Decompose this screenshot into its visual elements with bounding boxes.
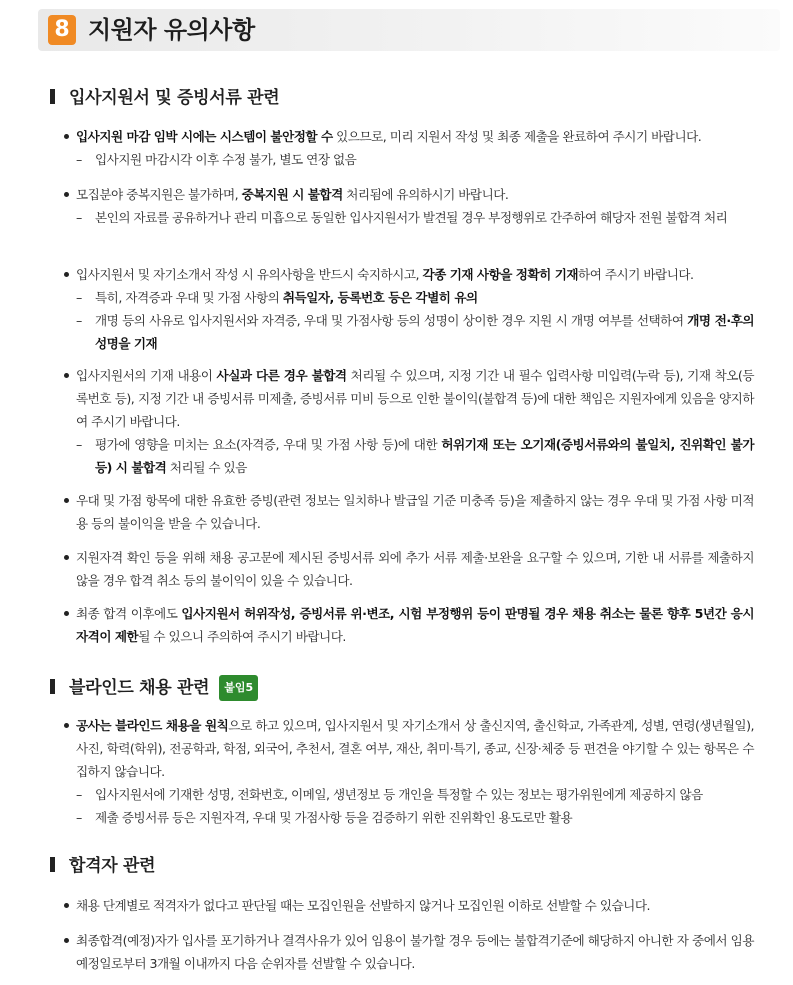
bullet-text	[64, 714, 754, 783]
emphasis-text: 입사지원서 허위작성, 증빙서류 위·변조, 시험 부정행위 등이 판명될 경우 채용 취소는 물론 향후 5년간 응시자격이 제한	[76, 606, 754, 644]
emphasis-text: 각종 기재 사항을 정확히 기재	[422, 267, 579, 282]
list-item	[64, 364, 754, 479]
sub-item-text	[95, 309, 754, 355]
sub-item-text	[95, 286, 754, 309]
bullet-dot-icon	[64, 903, 69, 908]
sub-item-text	[95, 783, 754, 806]
list-item	[64, 929, 754, 975]
bullet-text	[64, 929, 754, 975]
body-text: 최종 합격 이후에도	[76, 606, 182, 621]
dash-icon: –	[76, 290, 82, 305]
section-heading-text: 합격자 관련	[69, 856, 156, 876]
bullet-text	[64, 364, 754, 433]
dash-icon: –	[76, 210, 82, 225]
body-text: 입사지원서 및 자기소개서 작성 시 유의사항을 반드시 숙지하시고,	[76, 267, 423, 282]
list-item	[64, 714, 754, 829]
bullet-dot-icon	[64, 134, 69, 139]
sub-item-text	[95, 433, 754, 479]
body-text: 제출 증빙서류 등은 지원자격, 우대 및 가점사항 등을 검증하기 위한 진위확인 용도로만 활용	[95, 810, 573, 825]
dash-icon: –	[76, 313, 82, 328]
sub-list-item	[64, 309, 754, 355]
bullet-dot-icon	[64, 938, 69, 943]
bullet-text	[64, 602, 754, 648]
body-text: 최종합격(예정)자가 입사를 포기하거나 결격사유가 있어 임용이 불가할 경우 등에는 불합격기준에 해당하지 아니한 자 중에서 임용예정일로부터 3개월 이내까지 다음 순위자를 선발할 수 있습니다.	[76, 933, 754, 971]
sub-list-item	[64, 148, 754, 171]
emphasis-text: 허위기재 또는 오기재(증빙서류와의 불일치, 진위확인 불가 등) 시 불합격	[95, 437, 754, 475]
body-text: 지원자격 확인 등을 위해 채용 공고문에 제시된 증빙서류 외에 추가 서류 제출·보완을 요구할 수 있으며, 기한 내 서류를 제출하지 않을 경우 합격 취소 등의 불이익이 있을 수 있습니다.	[76, 550, 754, 588]
section-heading-text: 블라인드 채용 관련	[69, 678, 210, 698]
page-title: 지원자 유의사항	[88, 16, 255, 44]
bullet-dot-icon	[64, 498, 69, 503]
heading-marker	[50, 679, 55, 694]
dash-icon: –	[76, 810, 82, 825]
list-item	[64, 602, 754, 648]
list-item	[64, 183, 754, 229]
body-text: 입사지원서에 기재한 성명, 전화번호, 이메일, 생년정보 등 개인을 특정할 수 있는 정보는 평가위원에게 제공하지 않음	[95, 787, 703, 802]
section-heading-successful-applicants	[50, 854, 155, 878]
list-item	[64, 125, 754, 171]
bullet-text	[64, 894, 754, 917]
list-item	[64, 546, 754, 592]
emphasis-text: 중복지원 시 불합격	[241, 187, 343, 202]
body-text: 입사지원서의 기재 내용이	[76, 368, 217, 383]
title-bar	[38, 9, 780, 51]
dash-icon: –	[76, 152, 82, 167]
emphasis-text: 사실과 다른 경우 불합격	[216, 368, 347, 383]
body-text: 개명 등의 사유로 입사지원서와 자격증, 우대 및 가점사항 등의 성명이 상이한 경우 지원 시 개명 여부를 선택하여	[95, 313, 688, 328]
emphasis-text: 공사는 블라인드 채용을 원칙	[76, 718, 229, 733]
body-text: 본인의 자료를 공유하거나 관리 미흡으로 동일한 입사지원서가 발견될 경우 부정행위로 간주하여 해당자 전원 불합격 처리	[95, 210, 728, 225]
section-number-badge: 8	[48, 15, 76, 45]
bullet-dot-icon	[64, 272, 69, 277]
sub-item-text	[95, 206, 754, 229]
bullet-dot-icon	[64, 555, 69, 560]
attachment-badge: 붙임5	[219, 675, 258, 701]
body-text: 으로 하고 있으며, 입사지원서 및 자기소개서 상 출신지역, 출신학교, 가족관계, 성별, 연령(생년월일), 사진, 학력(학위), 전공학과, 학점, 외국어, 추천서, 결혼 여부, 재산, 취미·특기, 종교, 신장·체중 등 편견을 야기할 수 있는 항목은 수집하지 않습니다.	[76, 718, 755, 779]
sub-list-item	[64, 206, 754, 229]
dash-icon: –	[76, 787, 82, 802]
body-text: 처리됨에 유의하시기 바랍니다.	[342, 187, 509, 202]
emphasis-text: 취득일자, 등록번호 등은 각별히 유의	[282, 290, 478, 305]
sub-item-text	[95, 148, 754, 171]
list-item	[64, 263, 754, 355]
sub-list-item	[64, 286, 754, 309]
body-text: 될 수 있으니 주의하여 주시기 바랍니다.	[138, 629, 346, 644]
bullet-text	[64, 125, 754, 148]
bullet-dot-icon	[64, 611, 69, 616]
bullet-text	[64, 183, 754, 206]
bullet-dot-icon	[64, 192, 69, 197]
bullet-text	[64, 489, 754, 535]
bullet-text	[64, 263, 754, 286]
body-text: 우대 및 가점 항목에 대한 유효한 증빙(관련 정보는 일치하나 발급일 기준 미충족 등)을 제출하지 않는 경우 우대 및 가점 사항 미적용 등의 불이익을 받을 수 있습니다.	[76, 493, 754, 531]
emphasis-text: 개명 전·후의 성명을 기재	[95, 313, 754, 351]
sub-item-text	[95, 806, 754, 829]
section-heading-blind-hiring	[50, 675, 258, 701]
list-item	[64, 894, 754, 917]
body-text: 모집분야 중복지원은 불가하며,	[76, 187, 242, 202]
sub-list-item	[64, 783, 754, 806]
section-heading-text: 입사지원서 및 증빙서류 관련	[69, 88, 280, 108]
sub-list-item	[64, 806, 754, 829]
body-text: 채용 단계별로 적격자가 없다고 판단될 때는 모집인원을 선발하지 않거나 모집인원 이하로 선발할 수 있습니다.	[76, 898, 650, 913]
body-text: 특히, 자격증과 우대 및 가점 사항의	[95, 290, 283, 305]
body-text: 처리될 수 있음	[166, 460, 247, 475]
body-text: 입사지원 마감시각 이후 수정 불가, 별도 연장 없음	[95, 152, 357, 167]
body-text: 있으므로, 미리 지원서 작성 및 최종 제출을 완료하여 주시기 바랍니다.	[332, 129, 702, 144]
emphasis-text: 입사지원 마감 임박 시에는 시스템이 불안정할 수	[76, 129, 333, 144]
dash-icon: –	[76, 437, 82, 452]
body-text: 하여 주시기 바랍니다.	[578, 267, 694, 282]
bullet-text	[64, 546, 754, 592]
body-text: 처리될 수 있으며, 지정 기간 내 필수 입력사항 미입력(누락 등), 기재 착오(등록번호 등), 지정 기간 내 증빙서류 미제출, 증빙서류 미비 등으로 인한 불이익(불합격 등)에 대한 책임은 지원자에게 있음을 양지하여 주시기 바랍니다.	[76, 368, 754, 429]
bullet-dot-icon	[64, 373, 69, 378]
heading-marker	[50, 89, 55, 104]
sub-list-item	[64, 433, 754, 479]
heading-marker	[50, 857, 55, 872]
list-item	[64, 489, 754, 535]
bullet-dot-icon	[64, 723, 69, 728]
section-heading-application-docs	[50, 86, 279, 110]
body-text: 평가에 영향을 미치는 요소(자격증, 우대 및 가점 사항 등)에 대한	[95, 437, 442, 452]
